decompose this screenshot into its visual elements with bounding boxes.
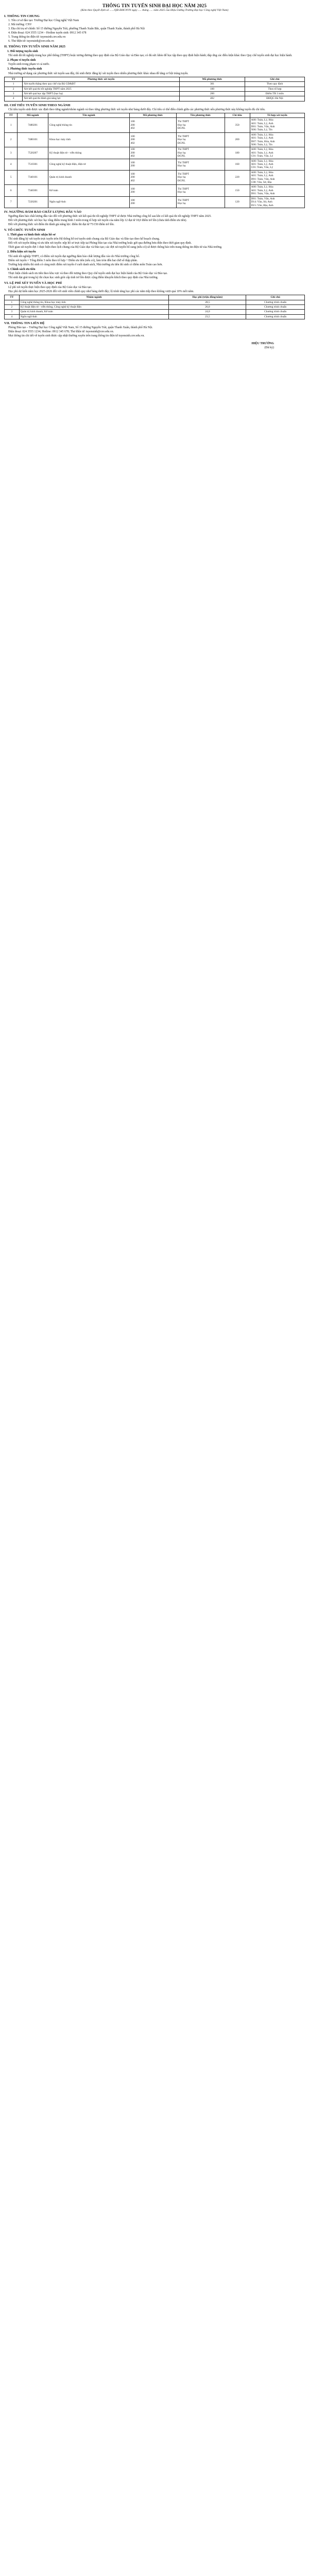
column-header: Ghi chú [245, 77, 304, 81]
paragraph-group [4, 272, 305, 280]
table-row [5, 314, 305, 319]
document-title: THÔNG TIN TUYỂN SINH ĐẠI HỌC NĂM 2025 [102, 3, 207, 8]
fee-table [4, 295, 305, 319]
table-cell: Xét kết quả học tập THPT (học bạ) [23, 91, 180, 96]
paragraph: Mọi thông tin chi tiết về tuyển sinh được cập nhật thường xuyên trên trang thông tin điện tử tuyensinh.cnv.edu.vn. [8, 334, 145, 338]
table-cell: 1 [5, 82, 23, 87]
table-cell: 100 200 [129, 196, 176, 208]
paragraph-group [4, 326, 305, 338]
paragraph: Tuyển sinh trong phạm vi cả nước. [8, 63, 50, 66]
quota-table [4, 113, 305, 208]
table-row [5, 310, 305, 314]
column-header: Tổ hợp xét tuyển [250, 113, 305, 117]
table-cell: A00: Toán, Lý, Hóa A01: Toán, Lý, Anh D01: Toán, Văn, Anh [250, 185, 305, 196]
table-cell: 3 [5, 147, 18, 159]
table-header-row [5, 77, 305, 81]
paragraph: Thí sinh tốt nghiệp THPT, có điểm xét tuyển đạt ngưỡng đảm bảo chất lượng đầu vào do Nhà trường công bố. [8, 255, 140, 258]
table-cell: 7340101 [18, 170, 48, 185]
paragraph: Đối với phương thức xét học bạ: tổng điểm trung bình 3 môn trong tổ hợp xét tuyển của năm lớp 12 đạt từ 18,0 điểm trở lên (chưa tính điểm ưu tiên). [8, 218, 187, 222]
table-cell: Chương trình chuẩn [246, 314, 305, 319]
table-cell: Công nghệ thông tin [48, 118, 129, 133]
paragraph: Trường hợp nhiều thí sinh có cùng mức điểm xét tuyển ở cuối danh sách, Nhà trường ưu tiên thí sinh có điểm môn Toán cao hơn. [8, 263, 163, 266]
paragraph: Đối với phương thức xét điểm thi đánh giá năng lực: điểm thi đạt từ 75/150 điểm trở lên. [8, 223, 115, 226]
table-cell: 7510301 [18, 159, 48, 170]
paragraph-group [4, 286, 305, 294]
table-cell: 24,0 [169, 310, 246, 314]
table-cell: Ngôn ngữ Anh [48, 196, 129, 208]
table-row [5, 196, 305, 208]
paragraph: Điểm xét tuyển = Tổng điểm 3 môn theo tổ hợp + Điểm ưu tiên (nếu có), làm tròn đến hai chữ số thập phân. [8, 259, 138, 262]
column-header: Mã ngành [18, 113, 48, 117]
table-cell: 23,5 [169, 314, 246, 319]
paragraph: Học phí dự kiến năm học 2025-2026 đối với sinh viên chính quy như bảng dưới đây; lộ trình tăng học phí các năm tiếp theo không vượt quá 10% mỗi năm. [8, 290, 194, 294]
table-cell: 220 [225, 170, 250, 185]
section-quota [4, 104, 305, 208]
table-cell: Chương trình chuẩn [246, 304, 305, 309]
table-body [5, 118, 305, 208]
table-cell: Thi THPT Học bạ ĐGNL [176, 170, 225, 185]
table-cell: 3 [5, 91, 23, 96]
section-heading: II. THÔNG TIN TUYỂN SINH NĂM 2025 [4, 44, 66, 48]
table-row [5, 87, 305, 91]
table-cell: 7 [5, 196, 18, 208]
column-header: Ghi chú [246, 295, 305, 300]
table-cell: Thi THPT Học bạ ĐGNL [176, 118, 225, 133]
table-row [5, 304, 305, 309]
column-header: Mã phương thức [180, 77, 245, 81]
section-organization [4, 228, 305, 280]
section-heading: IV. NGƯỠNG ĐẢM BẢO CHẤT LƯỢNG ĐẦU VÀO [4, 210, 82, 214]
table-cell: Thi THPT Học bạ [176, 159, 225, 170]
table-cell: 3 [5, 310, 20, 314]
table-row [5, 96, 305, 101]
table-cell: 2 [5, 304, 20, 309]
table-cell: 5 [5, 170, 18, 185]
table-cell: Xét kết quả thi đánh giá năng lực [23, 96, 180, 101]
column-header: TT [5, 77, 23, 81]
column-header: TT [5, 113, 18, 117]
table-cell: 150 [225, 185, 250, 196]
table-cell: 160 [225, 159, 250, 170]
table-cell: Chương trình chuẩn [246, 300, 305, 304]
subsection-heading: 2. Điều kiện xét tuyển [7, 250, 36, 254]
column-header: Phương thức xét tuyển [23, 77, 180, 81]
section-contact [4, 321, 305, 338]
table-cell: 100 200 402 [129, 147, 176, 159]
info-item: 6. Thư điện tử: tuyensinh@cnv.edu.vn [8, 39, 54, 43]
paragraph-group [4, 215, 305, 227]
section-general-info [4, 14, 305, 43]
table-cell: 100 200 402 [129, 132, 176, 147]
table-cell: 1 [5, 118, 18, 133]
subsection-heading: 1. Đối tượng tuyển sinh [7, 49, 38, 53]
table-cell: Thi THPT Học bạ ĐGNL [176, 132, 225, 147]
paragraph: Thí sinh đạt giải trong kỳ thi chọn học sinh giỏi cấp tỉnh trở lên được cộng điểm khuyến khích theo quy định của Nhà trường. [8, 276, 159, 280]
table-cell: 7520207 [18, 147, 48, 159]
paragraph: Chỉ tiêu tuyển sinh được xác định theo từng ngành/nhóm ngành và theo từng phương thức xét tuyển như bảng dưới đây. Chỉ tiêu có thể điều chỉnh giữa các phương thức nếu phương thức này không tuyển đủ chỉ tiêu. [8, 108, 266, 111]
table-cell: 100 200 402 [129, 118, 176, 133]
table-row [5, 118, 305, 133]
table-cell: 301 [180, 82, 245, 87]
table-cell: A00: Toán, Lý, Hóa A01: Toán, Lý, Anh C01: Toán, Văn, Lý [250, 147, 305, 159]
table-cell: A00: Toán, Lý, Hóa A01: Toán, Lý, Anh C01: Toán, Văn, Lý [250, 159, 305, 170]
table-cell: 2 [5, 87, 23, 91]
table-cell: Quản trị kinh doanh, Kế toán [19, 310, 169, 314]
table-cell: A00: Toán, Lý, Hóa A01: Toán, Lý, Anh D01: Toán, Văn, Anh C00: Văn, Sử, Địa [250, 170, 305, 185]
table-cell: 4 [5, 314, 20, 319]
section-fees [4, 281, 305, 319]
info-item: 2. Mã trường: CNV [8, 23, 32, 26]
table-cell: Công nghệ thông tin, Khoa học máy tính [19, 300, 169, 304]
table-row [5, 91, 305, 96]
table-cell: 180 [225, 147, 250, 159]
info-item: 5. Trang thông tin điện tử: tuyensinh.cnv.edu.vn [8, 35, 66, 39]
table-cell: 200 [180, 91, 245, 96]
table-cell: 7480201 [18, 118, 48, 133]
methods-table [4, 77, 305, 101]
general-info-list [4, 19, 305, 43]
table-cell: Chương trình chuẩn [246, 310, 305, 314]
table-row [5, 159, 305, 170]
table-cell: 4 [5, 159, 18, 170]
table-cell: 28,5 [169, 300, 246, 304]
paragraph-group [4, 238, 305, 249]
table-cell: A00: Toán, Lý, Hóa A01: Toán, Lý, Anh D07: Toán, Hóa, Anh X06: Toán, Lý, Tin [250, 132, 305, 147]
signature-note: (Đã ký) [264, 346, 274, 349]
section-heading: VI. LỆ PHÍ XÉT TUYỂN VÀ HỌC PHÍ [4, 281, 62, 285]
table-cell: 26,0 [169, 304, 246, 309]
table-cell: 350 [225, 118, 250, 133]
table-cell: 1 [5, 300, 20, 304]
table-cell: 200 [225, 132, 250, 147]
table-body [5, 300, 305, 319]
table-cell: 4 [5, 96, 23, 101]
column-header: Nhóm ngành [19, 295, 169, 300]
paragraph: Lệ phí xét tuyển thực hiện theo quy định của Bộ Giáo dục và Đào tạo. [8, 286, 92, 290]
table-row [5, 132, 305, 147]
table-cell: Xét tuyển thẳng theo quy chế của Bộ GD&ĐT [23, 82, 180, 87]
table-body [5, 82, 305, 101]
table-cell: Điểm TB 3 môn [245, 91, 304, 96]
column-header: Tên ngành [48, 113, 129, 117]
section-heading: VII. THÔNG TIN LIÊN HỆ [4, 321, 45, 326]
paragraph: Thực hiện chính sách ưu tiên theo khu vực và theo đối tượng theo Quy chế tuyển sinh đại học hiện hành của Bộ Giáo dục và Đào tạo. [8, 272, 168, 276]
table-cell: 7220201 [18, 196, 48, 208]
table-cell: Kỹ thuật điện tử - viễn thông [48, 147, 129, 159]
table-cell: Theo tổ hợp [245, 87, 304, 91]
table-cell: A00: Toán, Lý, Hóa A01: Toán, Lý, Anh D01: Toán, Văn, Anh X06: Toán, Lý, Tin [250, 118, 305, 133]
table-cell: Khoa học máy tính [48, 132, 129, 147]
section-heading: V. TỔ CHỨC TUYỂN SINH [4, 228, 45, 232]
table-row [5, 300, 305, 304]
table-cell: 402 [180, 96, 245, 101]
paragraph: Nhà trường sử dụng các phương thức xét tuyển sau đây, thí sinh được đăng ký xét tuyển theo nhiều phương thức khác nhau để tăng cơ hội trúng tuyển. [8, 72, 188, 75]
table-cell: Xét kết quả thi tốt nghiệp THPT năm 2025 [23, 87, 180, 91]
subsection-heading: 3. Phương thức tuyển sinh [7, 67, 42, 71]
document-subtitle: (Kèm theo Quyết định số ....../QĐ-ĐHCNVN ngày ..... tháng ..... năm 2025 của Hiệu trưởng Trường Đại học Công nghệ Việt Nam) [80, 9, 229, 12]
table-cell: 7340301 [18, 185, 48, 196]
section-heading: III. CHỈ TIÊU TUYỂN SINH THEO NGÀNH [4, 103, 71, 107]
paragraph: Thí sinh đăng ký xét tuyển trực tuyến trên Hệ thống hỗ trợ tuyển sinh chung của Bộ Giáo dục và Đào tạo theo kế hoạch chung. [8, 238, 160, 241]
column-header: Chỉ tiêu [225, 113, 250, 117]
table-cell: Thi THPT Học bạ [176, 185, 225, 196]
paragraph: Thời gian xét tuyển đợt 1 thực hiện theo lịch chung của Bộ Giáo dục và Đào tạo; các đợt xét tuyển bổ sung (nếu có) sẽ được thông báo trên trang thông tin điện tử của Nhà trường. [8, 246, 222, 249]
table-cell: Thi THPT Học bạ [176, 196, 225, 208]
table-cell: 6 [5, 185, 18, 196]
table-cell: Ngôn ngữ Anh [19, 314, 169, 319]
paragraph: Đối với xét tuyển thẳng và ưu tiên xét tuyển: nộp hồ sơ trực tiếp tại Phòng Đào tạo của Nhà trường hoặc gửi qua đường bưu điện theo thời gian quy định. [8, 242, 192, 245]
table-header-row [5, 295, 305, 300]
table-cell: 7480101 [18, 132, 48, 147]
info-item: 1. Tên cơ sở đào tạo: Trường Đại học Công nghệ Việt Nam [8, 19, 79, 22]
table-cell: 120 [225, 196, 250, 208]
table-row [5, 185, 305, 196]
table-row [5, 170, 305, 185]
section-admission-info [4, 45, 305, 101]
column-header: Học phí (triệu đồng/năm) [169, 295, 246, 300]
table-cell: Kỹ thuật điện tử - viễn thông, Công nghệ kỹ thuật điện [19, 304, 169, 309]
column-header: Mã phương thức [129, 113, 176, 117]
subsection-heading: 1. Thời gian và hình thức nhận hồ sơ [7, 233, 56, 236]
table-cell: Quản trị kinh doanh [48, 170, 129, 185]
signature-title: HIỆU TRƯỞNG [251, 342, 274, 346]
table-cell: 100 200 [129, 185, 176, 196]
info-item: 3. Địa chỉ trụ sở chính: Số 15 đường Nguyễn Trãi, phường Thanh Xuân Bắc, quận Thanh Xuân, thành phố Hà Nội [8, 27, 145, 30]
table-cell: 100 200 402 [129, 170, 176, 185]
table-cell: 100 200 [129, 159, 176, 170]
table-cell: Kế toán [48, 185, 129, 196]
table-cell: Thi THPT Học bạ ĐGNL [176, 147, 225, 159]
paragraph: Thí sinh đã tốt nghiệp trung học phổ thông (THPT) hoặc tương đương theo quy định của Bộ Giáo dục và Đào tạo; có đủ sức khỏe để học tập theo quy định hiện hành; đáp ứng các điều kiện khác theo Quy chế tuyển sinh đại học hiện hành. [8, 54, 293, 57]
table-row [5, 147, 305, 159]
paragraph: Phòng Đào tạo – Trường Đại học Công nghệ Việt Nam, Số 15 đường Nguyễn Trãi, quận Thanh Xuân, thành phố Hà Nội. [8, 326, 153, 330]
table-cell: ĐHQG Hà Nội [245, 96, 304, 101]
paragraph: Điện thoại: 024 3555 1234; Hotline: 0912 345 678; Thư điện tử: tuyensinh@cnv.edu.vn. [8, 330, 114, 334]
subsection-heading: 2. Phạm vi tuyển sinh [7, 58, 36, 62]
paragraph-group [4, 255, 305, 267]
table-cell: 100 [180, 87, 245, 91]
section-heading: I. THÔNG TIN CHUNG [4, 14, 40, 18]
table-cell: 2 [5, 132, 18, 147]
info-item: 4. Điện thoại: 024 3555 1234 – Hotline tuyển sinh: 0912 345 678 [8, 31, 87, 35]
paragraph: Ngưỡng đảm bảo chất lượng đầu vào đối với phương thức xét kết quả thi tốt nghiệp THPT sẽ được Nhà trường công bố sau khi có kết quả thi tốt nghiệp THPT năm 2025. [8, 214, 212, 218]
table-cell: Theo quy định [245, 82, 304, 87]
section-quality-threshold [4, 210, 305, 227]
table-row [5, 82, 305, 87]
table-cell: Công nghệ kỹ thuật điện, điện tử [48, 159, 129, 170]
signature-block [4, 342, 305, 350]
table-cell: D01: Toán, Văn, Anh D14: Văn, Sử, Anh D15: Văn, Địa, Anh [250, 196, 305, 208]
column-header: TT [5, 295, 20, 300]
column-header: Tên phương thức [176, 113, 225, 117]
table-header-row [5, 113, 305, 117]
subsection-heading: 3. Chính sách ưu tiên [7, 267, 36, 271]
